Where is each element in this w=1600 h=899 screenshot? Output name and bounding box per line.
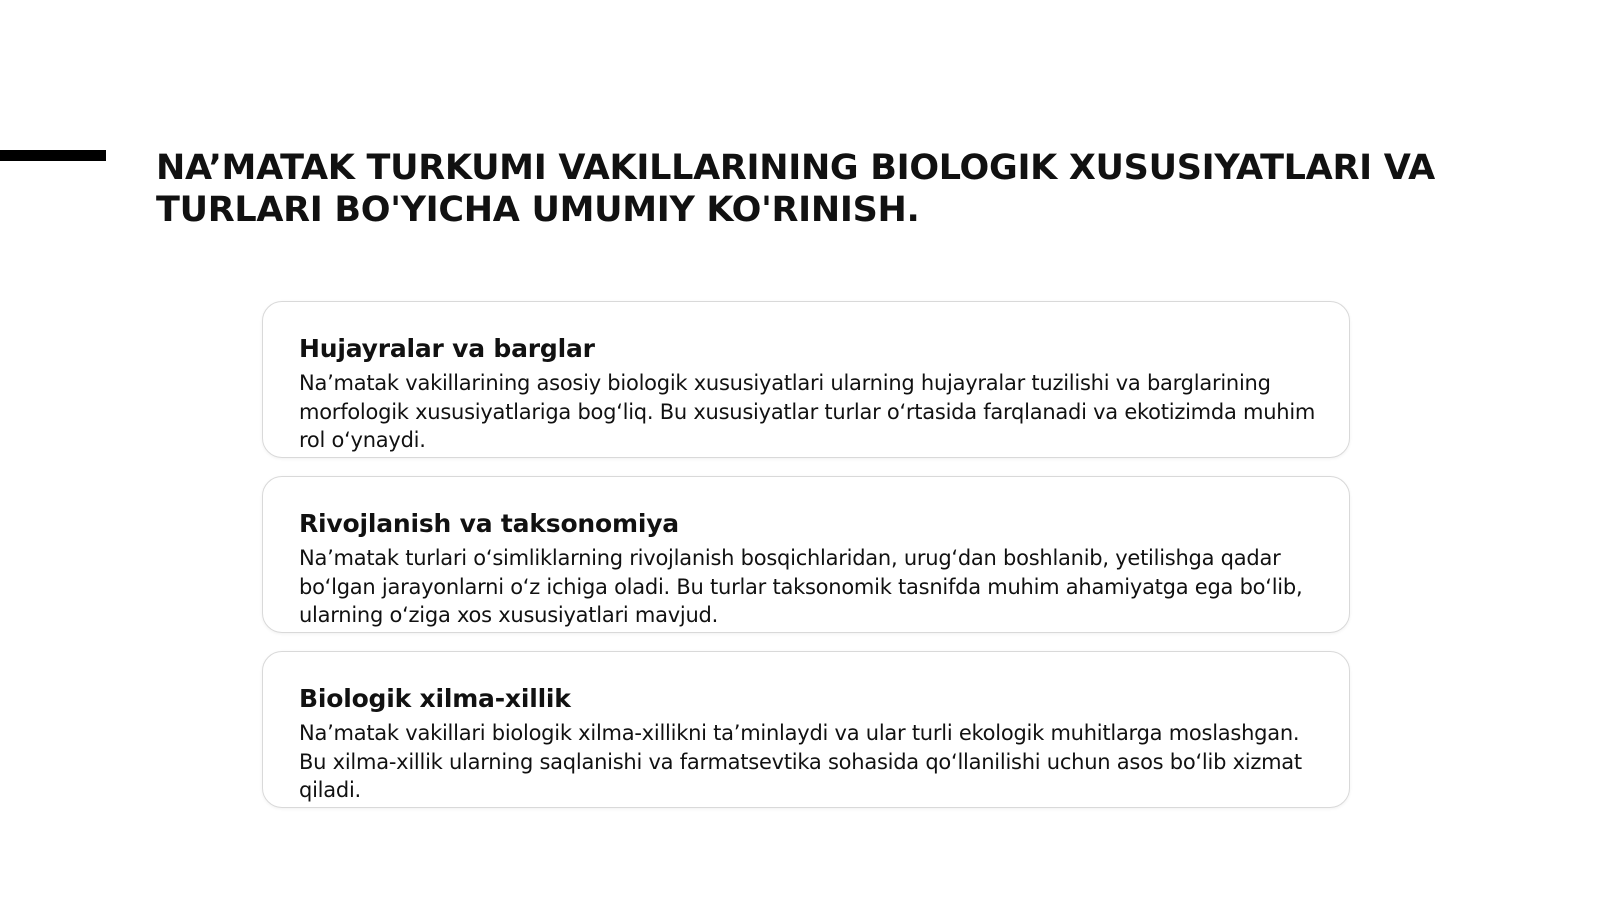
- card-heading: Biologik xilma-xillik: [299, 684, 571, 713]
- card-biodiversity: [262, 651, 1350, 808]
- slide-title: NA’MATAK TURKUMI VAKILLARINING BIOLOGIK XUSUSIYATLARI VA TURLARI BO'YICHA UMUMIY KO'RINISH.: [156, 148, 1435, 230]
- title-accent-bar: [0, 150, 106, 161]
- card-heading: Hujayralar va barglar: [299, 334, 595, 363]
- card-body-text: Na’matak vakillarining asosiy biologik xususiyatlari ularning hujayralar tuzilishi va barglarining morfologik xususiyatlariga bog‘liq. Bu xususiyatlar turlar o‘rtasida farqlanadi va ekotizimda muhim rol o‘ynaydi.: [299, 371, 1316, 452]
- content-cards: [262, 301, 1350, 826]
- card-development-and-taxonomy: [262, 476, 1350, 633]
- card-heading: Rivojlanish va taksonomiya: [299, 509, 679, 538]
- card-cells-and-leaves: [262, 301, 1350, 458]
- card-body-text: Na’matak turlari o‘simliklarning rivojlanish bosqichlaridan, urug‘dan boshlanib, yetilishga qadar bo‘lgan jarayonlarni o‘z ichiga oladi. Bu turlar taksonomik tasnifda muhim ahamiyatga ega bo‘lib, ularning o‘ziga xos xususiyatlari mavjud.: [299, 546, 1303, 627]
- card-body-text: Na’matak vakillari biologik xilma-xillikni ta’minlaydi va ular turli ekologik muhitlarga moslashgan. Bu xilma-xillik ularning saqlanishi va farmatsevtika sohasida qo‘llanilishi uchun asos bo‘lib xizmat qiladi.: [299, 721, 1302, 802]
